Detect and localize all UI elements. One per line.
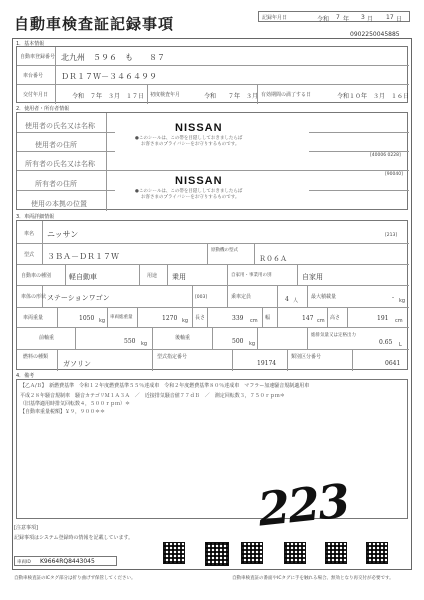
notice-text: 記録事項はシステム登録時の情報を記載しています。 xyxy=(14,535,134,541)
designation-label: 型式指定番号 xyxy=(157,354,188,360)
nissan-logo-2: NISSAN xyxy=(175,175,223,187)
width-value: 147 xyxy=(302,315,314,322)
page-title: 自動車検査証記録事項 xyxy=(14,15,175,33)
body-code: [003] xyxy=(195,295,208,300)
qr-code-2 xyxy=(205,542,229,566)
record-date-label: 記録年月日 xyxy=(262,15,288,21)
qr-code-5 xyxy=(325,542,347,564)
rear-axle-value: 500 xyxy=(232,338,244,345)
type-label: 型式 xyxy=(24,252,35,258)
nissan-logo-1: NISSAN xyxy=(175,122,223,134)
vehicle-id-label: 車両ID xyxy=(17,560,31,565)
displacement-value: 0.65 xyxy=(379,339,393,346)
length-label: 長さ xyxy=(195,315,206,321)
vehicle-id-box xyxy=(14,556,117,566)
width-unit: cm xyxy=(317,318,325,324)
height-value: 191 xyxy=(377,315,389,322)
section2-heading: 2．使用者・所有者情報 xyxy=(16,106,70,112)
owner-code: [90040] xyxy=(385,172,403,177)
width-label: 幅 xyxy=(265,315,271,321)
body-label: 車体の形状 xyxy=(21,294,47,300)
height-unit: cm xyxy=(395,318,403,324)
kind-label: 自動車の種別 xyxy=(21,273,52,279)
expiry-label: 有効期間の満了する日 xyxy=(261,92,312,98)
maker-label: 車名 xyxy=(24,231,35,237)
vehicle-id-value: K9664RQ8443045 xyxy=(40,558,95,565)
engine-value: Ｒ０６Ａ xyxy=(259,255,287,263)
weight-label: 車両重量 xyxy=(23,315,44,321)
note-line-4: 【自動車重量税額】￥９，９００＊＊ xyxy=(20,409,106,415)
type-value: ３ＢＡ－ＤＲ１７Ｗ xyxy=(47,252,119,261)
private-label: 自家用・事業用の別 xyxy=(231,273,272,278)
section4-heading: 4．備考 xyxy=(16,373,35,379)
qr-code-1 xyxy=(163,542,185,564)
section1-heading: 1．基本情報 xyxy=(16,41,45,47)
record-year-unit: 年 xyxy=(343,16,350,23)
document-number: 0902250045885 xyxy=(350,31,400,38)
record-year: 7 xyxy=(336,14,340,21)
issue-date-value: 令和 ７年 ３月 １７日 xyxy=(72,93,145,100)
fuel-value: ガソリン xyxy=(63,360,91,368)
sticker-1-line-2: お客さまのプライバシーをお守りするものです。 xyxy=(141,142,240,147)
displacement-unit: L xyxy=(399,342,402,348)
registration-value: 北九州 ５９６ も ８７ xyxy=(61,53,165,62)
gross-weight-value: 1270 xyxy=(162,315,178,322)
designation-value: 19174 xyxy=(257,360,277,367)
section3-heading: 3．車両詳細情報 xyxy=(16,214,55,220)
capacity-unit: 人 xyxy=(293,298,299,304)
sticker-2-line-2: お客さまのプライバシーをお守りするものです。 xyxy=(141,195,240,200)
length-value: 339 xyxy=(232,315,244,322)
maker-value: ニッサン xyxy=(47,230,79,239)
user-address-label: 使用者の住所 xyxy=(35,141,77,149)
record-era: 令和 xyxy=(317,16,330,23)
section4-notes xyxy=(16,379,408,519)
record-date-box xyxy=(258,11,410,22)
capacity-value: 4 xyxy=(285,296,289,303)
section3-table xyxy=(16,220,408,370)
owner-address-label: 所有者の住所 xyxy=(35,180,77,188)
engine-label: 原動機の型式 xyxy=(211,248,238,253)
registration-label: 自動車登録番号 xyxy=(20,54,56,60)
max-load-unit: kg xyxy=(399,298,406,304)
privacy-sticker-2 xyxy=(115,171,309,207)
vin-label: 車台番号 xyxy=(23,73,44,79)
private-value: 自家用 xyxy=(302,273,323,281)
gross-weight-label: 車両総重量 xyxy=(110,315,133,320)
gross-weight-unit: kg xyxy=(182,318,189,324)
front-axle-unit: kg xyxy=(141,341,148,347)
first-registration-label: 初度検査年月 xyxy=(150,92,181,98)
note-line-2: 平成２８年騒音規制車 騒音カテゴリＭ１Ａ３Ａ ／ 近接排気騒音値７７ｄＢ ／ 測定回転数３，７５０ｒｐｍ＊ xyxy=(20,393,285,399)
section2-table xyxy=(16,112,408,210)
owner-name-label: 所有者の氏名又は名称 xyxy=(25,160,95,168)
sticker-2-line-1: ●このシールは、この帯を目隠ししておきましたらば xyxy=(135,189,243,194)
rear-axle-unit: kg xyxy=(249,341,256,347)
user-name-label: 使用者の氏名又は名称 xyxy=(25,122,95,130)
use-label: 用途 xyxy=(147,273,158,279)
capacity-label: 乗車定員 xyxy=(231,294,252,300)
displacement-label: 総排気量又は定格出力 xyxy=(311,333,356,338)
record-month-unit: 月 xyxy=(367,16,374,23)
weight-value: 1050 xyxy=(79,315,95,322)
record-month: 3 xyxy=(361,14,365,21)
body-value: ステーションワゴン xyxy=(47,294,110,302)
front-axle-label: 前軸重 xyxy=(39,335,55,341)
rear-axle-label: 後軸重 xyxy=(175,335,191,341)
fuel-label: 燃料の種類 xyxy=(23,354,49,360)
base-location-label: 使用の本拠の位置 xyxy=(31,200,87,208)
privacy-sticker-1 xyxy=(115,116,309,152)
expiry-value: 令和１０年 ３月 １６日 xyxy=(337,93,410,100)
issue-date-label: 交付年月日 xyxy=(23,92,49,98)
footer-note-right: 自動車検査証の番面やICタグに手を触れる場合、無効となり再交付が必要です。 xyxy=(232,576,394,581)
footer-note-left: 自動車検査証のICタグ部分は折り曲げず保管してください。 xyxy=(14,576,136,581)
maker-code: [213] xyxy=(385,233,398,238)
vin-value: ＤＲ１７Ｗ－３４６４９９ xyxy=(61,72,157,81)
user-code: [40006 0228] xyxy=(370,153,401,158)
record-day-unit: 日 xyxy=(396,16,403,23)
notice-label: [注意事項] xyxy=(14,525,38,531)
max-load-value: - xyxy=(392,294,395,301)
use-value: 乗用 xyxy=(172,273,186,281)
length-unit: cm xyxy=(250,318,258,324)
front-axle-value: 550 xyxy=(124,338,136,345)
category-value: 0641 xyxy=(385,360,401,367)
kind-value: 軽自動車 xyxy=(69,273,97,281)
section1-table xyxy=(16,46,408,103)
category-label: 類別区分番号 xyxy=(291,354,322,360)
note-line-1: 【乙Ａ/Ｂ】 新燃費基準 令和１２年度燃費基準５５％達成車 令和２年度燃費基準８０％達成車 マフラー加速騒音規制適用車 xyxy=(20,383,310,389)
handwritten-number: 223 xyxy=(255,473,351,537)
qr-code-3 xyxy=(241,542,263,564)
qr-code-6 xyxy=(366,542,388,564)
weight-unit: kg xyxy=(99,318,106,324)
qr-code-4 xyxy=(284,542,306,564)
sticker-1-line-1: ●このシールは、この帯を目隠ししておきましたらば xyxy=(135,136,243,141)
note-line-3: （旧基準適用時排気回転数４，５００ｒｐｍ）＊ xyxy=(20,401,131,407)
max-load-label: 最大積載量 xyxy=(311,294,337,300)
height-label: 高さ xyxy=(330,315,341,321)
record-day: 17 xyxy=(386,14,394,21)
first-registration-value: 令和 ７年 ３月 xyxy=(204,93,259,100)
